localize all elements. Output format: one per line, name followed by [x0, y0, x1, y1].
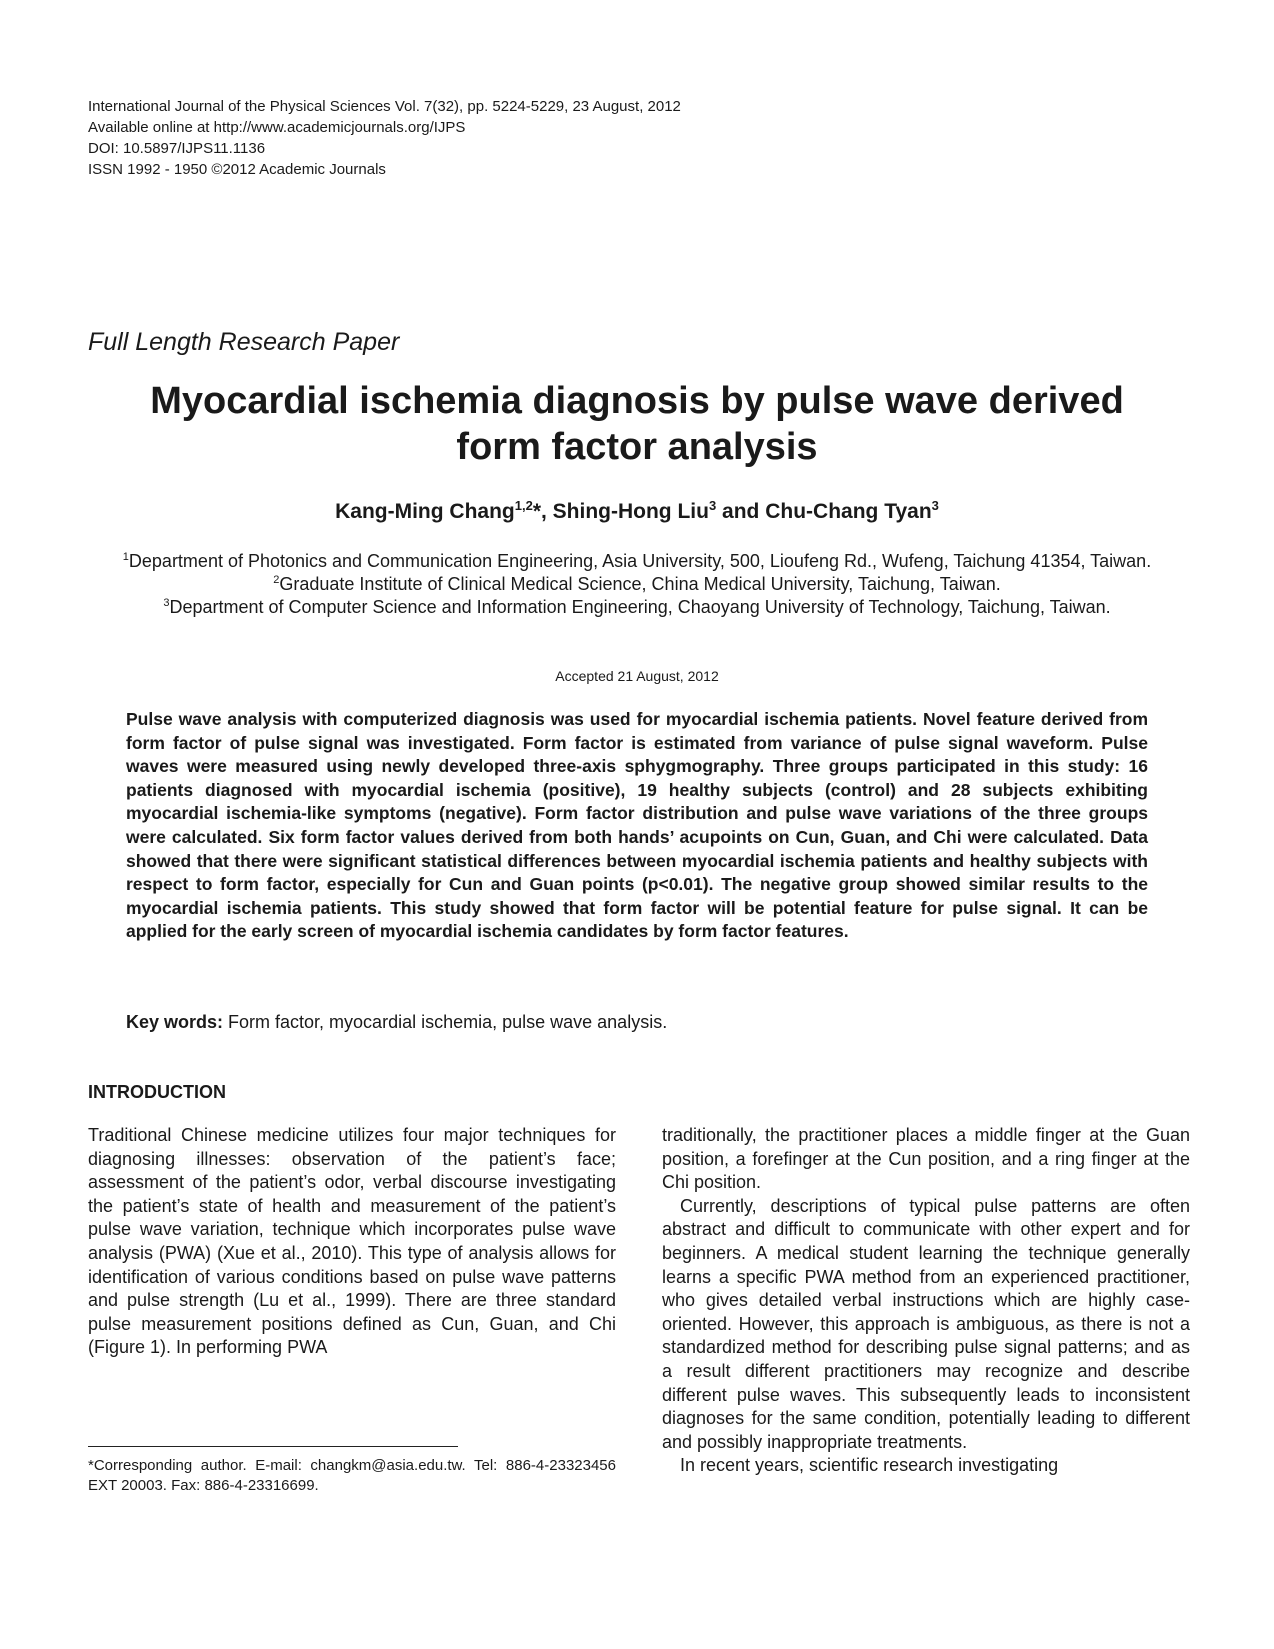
affiliation-marker: 3: [163, 597, 170, 609]
affiliation-text: Graduate Institute of Clinical Medical Science, China Medical University, Taichung, Taiwan.: [279, 574, 1001, 594]
issn: ISSN 1992 - 1950 ©2012 Academic Journals: [88, 161, 386, 178]
author-2: Shing-Hong Liu: [552, 500, 709, 523]
paragraph: traditionally, the practitioner places a middle finger at the Guan position, a forefinger at the Cun position, and a ring finger at the Chi position.: [662, 1125, 1190, 1193]
affiliation-text: Department of Photonics and Communication Engineering, Asia University, 500, Lioufeng Rd., Wufeng, Taichung 41354, Taiwan.: [128, 551, 1152, 571]
affiliation-text: Department of Computer Science and Information Engineering, Chaoyang University of Technology, Taichung, Taiwan.: [169, 597, 1111, 617]
journal-citation: International Journal of the Physical Sciences Vol. 7(32), pp. 5224-5229, 23 August, 2012: [88, 98, 681, 115]
online-availability: Available online at http://www.academicjournals.org/IJPS: [88, 119, 466, 136]
affiliation-marker: 2: [273, 574, 280, 586]
right-column: [662, 1124, 1190, 1478]
title-line-1: Myocardial ischemia diagnosis by pulse wave derived: [150, 380, 1124, 422]
title-line-2: form factor analysis: [456, 426, 818, 468]
affiliations: [88, 550, 1186, 619]
affiliation-2: [88, 573, 1186, 596]
doi: DOI: 10.5897/IJPS11.1136: [88, 140, 266, 157]
affiliation-1: [88, 550, 1186, 573]
author-conjunction: and: [716, 500, 766, 523]
journal-header: [88, 96, 888, 180]
keywords-text: Form factor, myocardial ischemia, pulse wave analysis.: [223, 1012, 668, 1032]
affiliation-marker: 1: [122, 551, 129, 563]
abstract: Pulse wave analysis with computerized diagnosis was used for myocardial ischemia patients. Novel feature derived from form factor of pulse signal was investigated. Form factor is estimated from variance of pulse signal waveform. Pulse waves were measured using newly developed three-axis sphygmography. Three groups participated in this study: 16 patients diagnosed with myocardial ischemia (positive), 19 healthy subjects (control) and 28 subjects exhibiting myocardial ischemia-like symptoms (negative). Form factor distribution and pulse wave variations of the three groups were calculated. Six form factor values derived from both hands’ acupoints on Cun, Guan, and Chi were calculated. Data showed that there were significant statistical differences between myocardial ischemia patients and healthy subjects with respect to form factor, especially for Cun and Guan points (p<0.01). The negative group showed similar results to the myocardial ischemia patients. This study showed that form factor will be potential feature for pulse signal. It can be applied for the early screen of myocardial ischemia candidates by form factor features.: [126, 709, 1148, 942]
footnote: *Corresponding author. E-mail: changkm@asia.edu.tw. Tel: 886-4-23323456 EXT 20003. Fax: 886-4-23316699.: [88, 1457, 616, 1494]
author-3: Chu-Chang Tyan: [765, 500, 932, 523]
paragraph: Currently, descriptions of typical pulse patterns are often abstract and difficult to communicate with other expert and for beginners. A medical student learning the technique generally learns a specific PWA method from an experienced practitioner, who gives detailed verbal instructions which are highly case-oriented. However, this approach is ambiguous, as there is not a standardized method for describing pulse signal patterns; and as a result different practitioners may recognize and describe different pulse waves. This subsequently leads to inconsistent diagnoses for the same condition, potentially leading to different and possibly inappropriate treatments.: [662, 1195, 1190, 1452]
section-heading: INTRODUCTION: [88, 1082, 226, 1102]
paragraph: Traditional Chinese medicine utilizes four major techniques for diagnosing illnesses: observation of the patient’s face; assessment of the patient’s odor, verbal discourse investigating the patient’s state of health and measurement of the patient’s pulse wave variation, technique which incorporates pulse wave analysis (PWA) (Xue et al., 2010). This type of analysis allows for identification of various conditions based on pulse wave patterns and pulse strength (Lu et al., 1999). There are three standard pulse measurement positions defined as Cun, Guan, and Chi (Figure 1). In performing PWA: [88, 1125, 616, 1358]
author-1-affil: 1,2: [514, 498, 533, 513]
author-list: [60, 500, 1214, 524]
keywords: [126, 1012, 1148, 1033]
article-type: Full Length Research Paper: [88, 328, 400, 356]
author-3-affil: 3: [931, 498, 939, 513]
keywords-label: Key words:: [126, 1012, 224, 1032]
affiliation-3: [74, 596, 1200, 619]
paragraph: In recent years, scientific research investigating: [680, 1455, 1059, 1476]
author-1: Kang-Ming Chang: [335, 500, 515, 523]
paper-title: [60, 378, 1214, 470]
corresponding-mark: *,: [532, 500, 553, 523]
accepted-date: Accepted 21 August, 2012: [555, 668, 719, 684]
left-column: [88, 1124, 616, 1360]
footnote-divider: [88, 1446, 458, 1447]
author-2-affil: 3: [708, 498, 717, 513]
